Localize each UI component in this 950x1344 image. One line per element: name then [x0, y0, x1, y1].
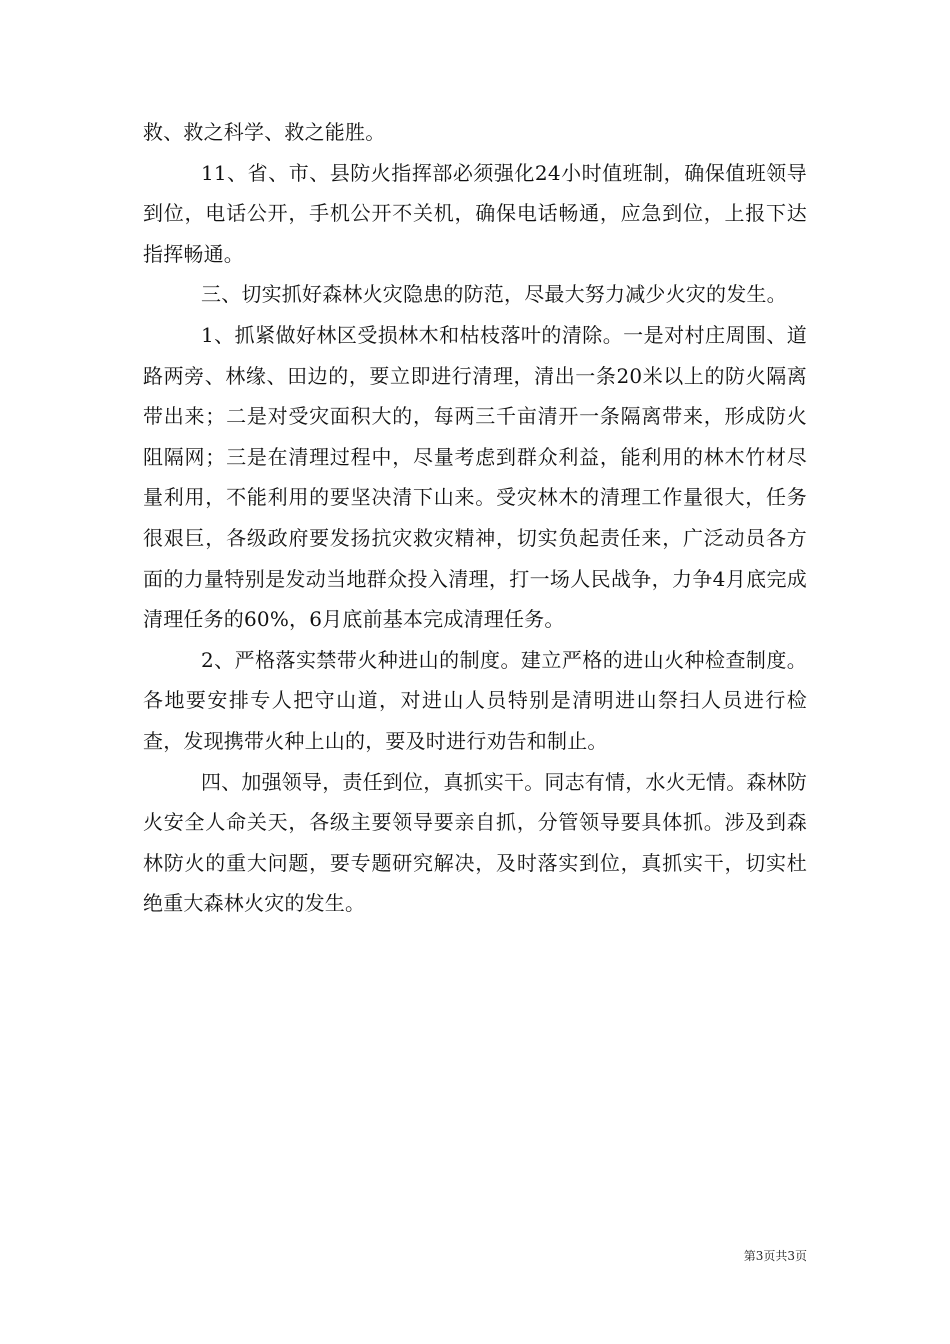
- paragraph-item-11: 11、省、市、县防火指挥部必须强化24小时值班制，确保值班领导到位，电话公开，手机公开不关机，确保电话畅通，应急到位，上报下达指挥畅通。: [143, 160, 807, 266]
- document-body: [143, 112, 807, 924]
- paragraph-continuation: 救、救之科学、救之能胜。: [143, 120, 386, 144]
- section-heading-4: 四、加强领导，责任到位，真抓实干。同志有情，水火无情。森林防火安全人命关天，各级主要领导要亲自抓，分管领导要具体抓。涉及到森林防火的重大问题，要专题研究解决，及时落实到位，真抓实干，切实杜绝重大森林火灾的发生。: [143, 769, 807, 916]
- paragraph-item-1: 1、抓紧做好林区受损林木和枯枝落叶的清除。一是对村庄周围、道路两旁、林缘、田边的，要立即进行清理，清出一条20米以上的防火隔离带出来；二是对受灾面积大的，每两三千亩清开一条隔离带来，形成防火阻隔网；三是在清理过程中，尽量考虑到群众利益，能利用的林木竹材尽量利用，不能利用的要坚决清下山来。受灾林木的清理工作量很大，任务很艰巨，各级政府要发扬抗灾救灾精神，切实负起责任来，广泛动员各方面的力量特别是发动当地群众投入清理，打一场人民战争，力争4月底完成清理任务的60%，6月底前基本完成清理任务。: [143, 322, 807, 632]
- section-heading-3: 三、切实抓好森林火灾隐患的防范，尽最大努力减少火灾的发生。: [201, 282, 787, 307]
- page-number: 第3页共3页: [743, 1249, 807, 1263]
- paragraph-item-2: 2、严格落实禁带火种进山的制度。建立严格的进山火种检查制度。各地要安排专人把守山道，对进山人员特别是清明进山祭扫人员进行检查，发现携带火种上山的，要及时进行劝告和制止。: [143, 647, 807, 753]
